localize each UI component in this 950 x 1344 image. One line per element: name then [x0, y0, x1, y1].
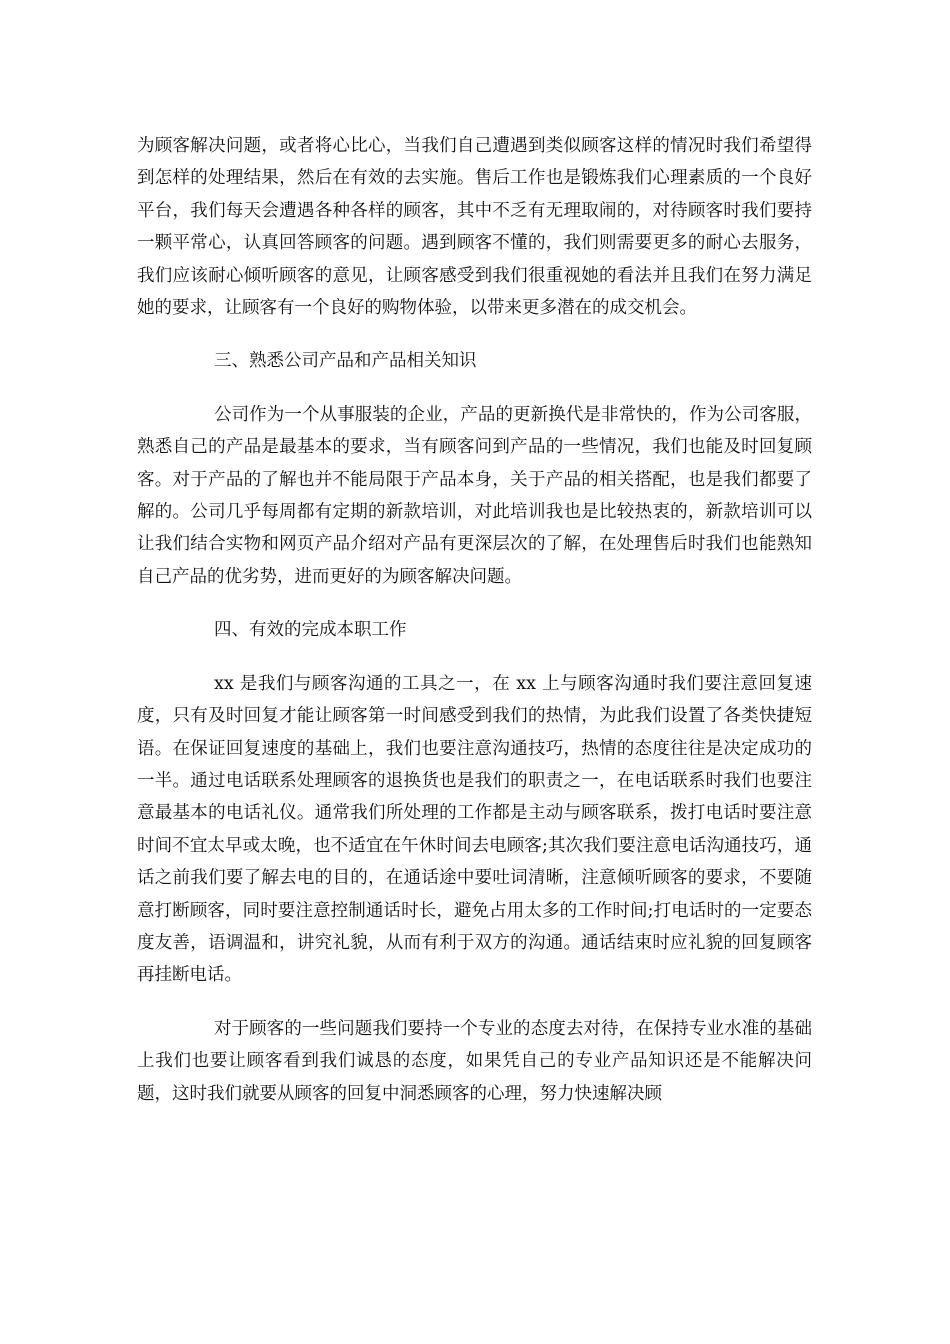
section-heading-3: 三、熟悉公司产品和产品相关知识: [214, 351, 477, 372]
paragraph-communication: xx 是我们与顾客沟通的工具之一，在 xx 上与顾客沟通时我们要注意回复速度，只有及时回复才能让顾客第一时间感受到我们的热情，为此我们设置了各类快捷短语。在保证回复速度的基础上，我们也要注意沟通技巧，热情的态度往往是决定成功的一半。通过电话联系处理顾客的退换货也是我们的职责之一，在电话联系时我们也要注意最基本的电话礼仪。通常我们所处理的工作都是主动与顾客联系，拨打电话时要注意时间不宜太早或太晚，也不适宜在午休时间去电顾客;其次我们要注意电话沟通技巧，通话之前我们要了解去电的目的，在通话途中要吐词清晰，注意倾听顾客的要求，不要随意打断顾客，同时要注意控制通话时长，避免占用太多的工作时间;打电话时的一定要态度友善，语调温和，讲究礼貌，从而有利于双方的沟通。通话结束时应礼貌的回复顾客再挂断电话。: [137, 673, 812, 986]
section-heading-4: 四、有效的完成本职工作: [214, 620, 407, 641]
document-body: [137, 130, 812, 1110]
paragraph-product-knowledge: 公司作为一个从事服装的企业，产品的更新换代是非常快的，作为公司客服，熟悉自己的产品是最基本的要求，当有顾客问到产品的一些情况，我们也能及时回复顾客。对于产品的了解也并不能局限于产品本身，关于产品的相关搭配，也是我们都要了解的。公司几乎每周都有定期的新款培训，对此培训我也是比较热衷的，新款培训可以让我们结合实物和网页产品介绍对产品有更深层次的了解，在处理售后时我们也能熟知自己产品的优劣势，进而更好的为顾客解决问题。: [137, 404, 812, 587]
paragraph-professional-attitude: 对于顾客的一些问题我们要持一个专业的态度去对待，在保持专业水准的基础上我们也要让顾客看到我们诚恳的态度，如果凭自己的专业产品知识还是不能解决问题，这时我们就要从顾客的回复中洞悉顾客的心理，努力快速解决顾: [137, 1018, 812, 1104]
paragraph-continuation: 为顾客解决问题，或者将心比心，当我们自己遭遇到类似顾客这样的情况时我们希望得到怎样的处理结果，然后在有效的去实施。售后工作也是锻炼我们心理素质的一个良好平台，我们每天会遭遇各种各样的顾客，其中不乏有无理取闹的，对待顾客时我们要持一颗平常心，认真回答顾客的问题。遇到顾客不懂的，我们则需要更多的耐心去服务，我们应该耐心倾听顾客的意见，让顾客感受到我们很重视她的看法并且我们在努力满足她的要求，让顾客有一个良好的购物体验，以带来更多潜在的成交机会。: [137, 136, 812, 319]
